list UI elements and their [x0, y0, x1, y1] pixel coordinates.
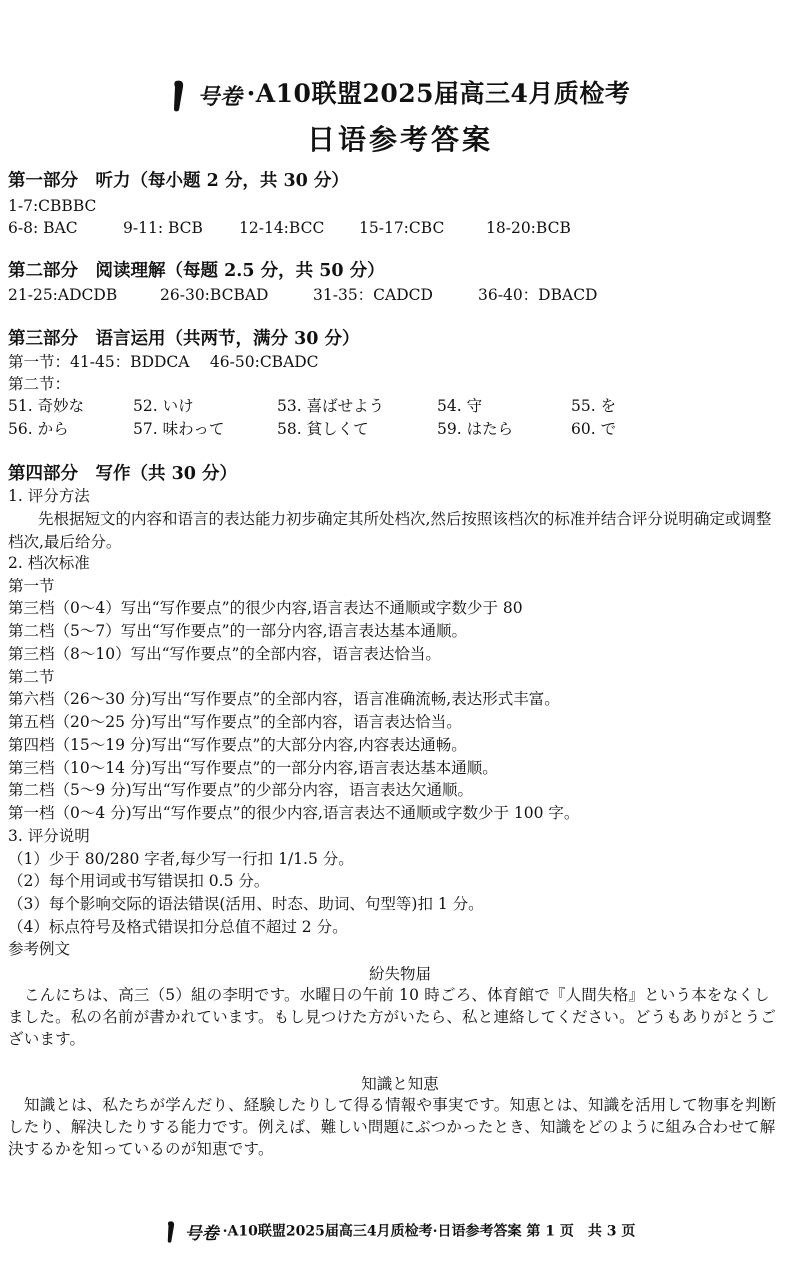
essay1-title: 紛失物届	[368, 965, 431, 983]
answer-item: 52. いけ	[133, 397, 194, 415]
answer-item: 53. 喜ばせよう	[277, 397, 385, 415]
scoring-method-text: 先根据短文的内容和语言的表达能力初步确定其所处档次,然后按照该档次的标准并结合评分说明确定或调整档次,最后给分。	[8, 510, 772, 551]
answer-item: 54. 守	[437, 397, 483, 415]
answer-group: 18-20:BCB	[486, 219, 571, 237]
essay1-text: こんにちは、高三（5）組の李明です。水曜日の午前 10 時ごろ、体育館で『人間失格』という本をなくしました。私の名前が書かれています。もし見つけた方がいたら、私と連絡してください。どうもありがとうございます。	[8, 986, 777, 1048]
section2-grade: 第五档（20～25 分)写出“写作要点”的全部内容，语言表达恰当。	[8, 713, 462, 731]
part2-heading: 第二部分 阅读理解（每题 2.5 分，共 50 分）	[8, 261, 385, 281]
answer-item: 60. で	[571, 420, 617, 438]
answer-item: 56. から	[8, 420, 69, 438]
answer-group: 9-11: BCB	[123, 219, 203, 237]
part3-heading: 第三部分 语言运用（共两节，满分 30 分）	[8, 329, 360, 349]
section1-grade: 第三档（0～4）写出“写作要点”的很少内容,语言表达不通顺或字数少于 80	[8, 599, 523, 617]
scoring-note: （1）少于 80/280 字者,每少写一行扣 1/1.5 分。	[8, 850, 354, 868]
section2-grade: 第二档（5～9 分)写出“写作要点”的少部分内容，语言表达欠通顺。	[8, 781, 474, 799]
brush-stroke-icon	[170, 79, 196, 113]
section2-grade: 第一档（0～4 分)写出“写作要点”的很少内容,语言表达不通顺或字数少于 100 字。	[8, 804, 580, 822]
section2-grade: 第四档（15～19 分)写出“写作要点”的大部分内容,内容表达通畅。	[8, 736, 467, 754]
answer-group: 31-35：CADCD	[313, 286, 433, 304]
title-text: ·A10联盟2025届高三4月质检考	[246, 79, 631, 108]
page-subtitle: 日语参考答案	[306, 123, 493, 156]
scoring-note: （4）标点符号及格式错误扣分总值不超过 2 分。	[8, 918, 348, 936]
page-footer	[0, 1219, 800, 1244]
answer-item: 51. 奇妙な	[8, 397, 85, 415]
section1-label: 第一节	[8, 577, 55, 595]
section1-grade: 第二档（5～7）写出“写作要点”的一部分内容,语言表达基本通顺。	[8, 622, 468, 640]
reference-essay-label: 参考例文	[8, 940, 71, 958]
answer-group: 12-14:BCC	[239, 219, 325, 237]
answer-group: 36-40：DBACD	[478, 286, 598, 304]
answer-group: 26-30:BCBAD	[160, 286, 269, 304]
section2-grade: 第三档（10～14 分)写出“写作要点”的一部分内容,语言表达基本通顺。	[8, 759, 498, 777]
scoring-notes-title: 3. 评分说明	[8, 827, 90, 845]
part4-heading: 第四部分 写作（共 30 分）	[8, 464, 238, 484]
answer-item: 59. はたら	[437, 420, 514, 438]
section2-grade: 第六档（26～30 分)写出“写作要点”的全部内容，语言准确流畅,表达形式丰富。	[8, 690, 560, 708]
part1-heading: 第一部分 听力（每小题 2 分，共 30 分）	[8, 171, 349, 191]
answer-group: 21-25:ADCDB	[8, 286, 118, 304]
brand-logo: 号卷	[170, 79, 243, 113]
part3-section1: 第一节：41-45：BDDCA 46-50:CBADC	[8, 353, 319, 371]
essay2-title: 知識と知恵	[361, 1075, 439, 1093]
answer-group: 15-17:CBC	[359, 219, 445, 237]
scoring-note: （2）每个用词或书写错误扣 0.5 分。	[8, 872, 270, 890]
brush-stroke-icon	[165, 1220, 183, 1244]
scoring-note: （3）每个影响交际的语法错误(活用、时态、助词、句型等)扣 1 分。	[8, 895, 484, 913]
part1-answers-row1: 1-7:CBBBC	[8, 197, 97, 215]
footer-text: ·A10联盟2025届高三4月质检考·日语参考答案 第 1 页 共 3 页	[222, 1223, 636, 1240]
scoring-method-title: 1. 评分方法	[8, 487, 90, 505]
answer-item: 55. を	[571, 397, 617, 415]
section1-grade: 第三档（8～10）写出“写作要点”的全部内容，语言表达恰当。	[8, 645, 441, 663]
answer-item: 57. 味わって	[133, 420, 225, 438]
answer-group: 6-8: BAC	[8, 219, 78, 237]
section2-label: 第二节	[8, 668, 55, 686]
footer-logo: 号卷	[165, 1219, 219, 1244]
part3-section2-label: 第二节：	[8, 375, 71, 393]
answer-item: 58. 貧しくて	[277, 420, 369, 438]
page-title	[0, 74, 800, 113]
grade-standard-title: 2. 档次标准	[8, 554, 90, 572]
essay2-text: 知識とは、私たちが学んだり、経験したりして得る情報や事実です。知恵とは、知識を活用して物事を判断したり、解決したりする能力です。例えば、難しい問題にぶつかったとき、知識をどのように組み合わせて解決するかを知っているのが知恵です。	[8, 1096, 777, 1158]
